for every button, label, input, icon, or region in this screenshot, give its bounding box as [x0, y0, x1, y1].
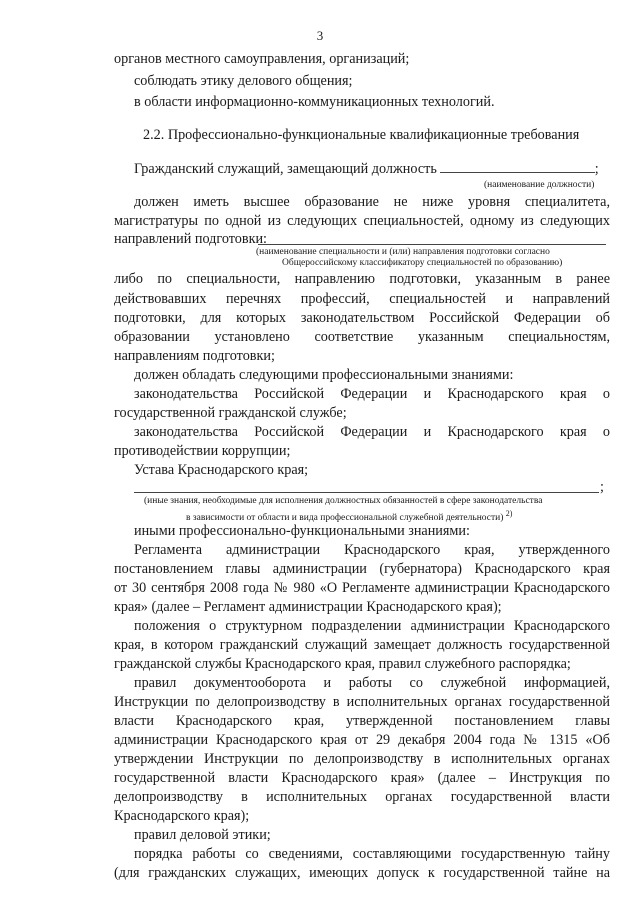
education-caption: (наименование специальности и (или) направления подготовки согласно: [256, 247, 550, 257]
text-line: либо по специальности, направлению подготовки, указанным в ранее: [114, 271, 610, 287]
position-label: Гражданский служащий, замещающий должность: [134, 161, 437, 177]
position-blank: [440, 160, 595, 173]
text-line: должен иметь высшее образование не ниже уровня специалитета,: [134, 194, 610, 210]
footnote-mark: 2): [505, 509, 513, 518]
text-line: правил документооборота и работы со служебной информацией,: [134, 675, 610, 691]
position-caption: (наименование должности): [484, 180, 595, 190]
other-knowledge-blank: [134, 492, 599, 493]
text-line: соблюдать этику делового общения;: [134, 73, 353, 89]
text-line: законодательства Российской Федерации и Краснодарского края о: [134, 424, 610, 440]
text-line: магистратуры по одной из следующих специальностей, одному из следующих: [114, 213, 610, 229]
text-line: государственной власти Краснодарского края» (далее – Инструкция по: [114, 770, 610, 786]
text-line: делопроизводству в исполнительных органах государственной власти: [114, 789, 610, 805]
text-line: гражданской службы Краснодарского края, правил служебного распорядка;: [114, 656, 571, 672]
text-line: органов местного самоуправления, организаций;: [114, 51, 410, 67]
text-line: постановлением главы администрации (губернатора) Краснодарского края: [114, 561, 610, 577]
text-line: направлениям подготовки;: [114, 348, 275, 364]
text-line: государственной гражданской службе;: [114, 405, 347, 421]
text-line: утверждении Инструкции по делопроизводству в исполнительных органах: [114, 751, 610, 767]
position-line: Гражданский служащий, замещающий должность ;: [134, 161, 599, 177]
text-line: от 30 сентября 2008 года № 980 «О Регламенте администрации Краснодарского: [114, 580, 610, 596]
semicolon: ;: [600, 479, 604, 495]
text-line: края» (далее – Регламент администрации Краснодарского края);: [114, 599, 502, 615]
text-line: правил деловой этики;: [134, 827, 271, 843]
text-line: Регламента администрации Краснодарского края, утвержденного: [134, 542, 610, 558]
text-line: иными профессионально-функциональными знаниями:: [134, 523, 470, 539]
text-line: положения о структурном подразделении администрации Краснодарского: [134, 618, 610, 634]
text-line: Краснодарского края);: [114, 808, 250, 824]
text-line: законодательства Российской Федерации и Краснодарского края о: [134, 386, 610, 402]
text-line: (для гражданских служащих, имеющих допуск к государственной тайне на: [114, 865, 610, 881]
education-blank: [258, 244, 606, 245]
text-line: Инструкции по делопроизводству в исполнительных органах государственной: [114, 694, 610, 710]
text-line: подготовки, для которых законодательством Российской Федерации об: [114, 310, 610, 326]
text-line: должен обладать следующими профессиональными знаниями:: [134, 367, 514, 383]
text-line: образовании установлено соответствие указанным специальностям,: [114, 329, 610, 345]
text-line: администрации Краснодарского края от 29 декабря 2004 года № 1315 «Об: [114, 732, 610, 748]
text-line: направлений подготовки:: [114, 231, 267, 247]
page-number: 3: [316, 28, 324, 43]
text-line: края, в котором гражданский служащий замещает должность государственной: [114, 637, 610, 653]
text-line: действовавших перечнях профессий, специальностей и направлений: [114, 291, 610, 307]
text-line: власти Краснодарского края, утвержденной постановлением главы: [114, 713, 610, 729]
other-caption: (иные знания, необходимые для исполнения должностных обязанностей в сфере законодательства: [144, 496, 543, 506]
other-caption: в зависимости от области и вида профессиональной служебной деятельности) $^{2)}$: [186, 509, 513, 524]
text-line: Устава Краснодарского края;: [134, 462, 309, 478]
text-line: порядка работы со сведениями, составляющими государственную тайну: [134, 846, 610, 862]
text-line: противодействии коррупции;: [114, 443, 291, 459]
education-caption: Общероссийскому классификатору специальностей по образованию): [282, 258, 563, 268]
section-heading: 2.2. Профессионально-функциональные квалификационные требования: [143, 127, 580, 143]
text-line: в области информационно-коммуникационных технологий.: [134, 94, 495, 110]
